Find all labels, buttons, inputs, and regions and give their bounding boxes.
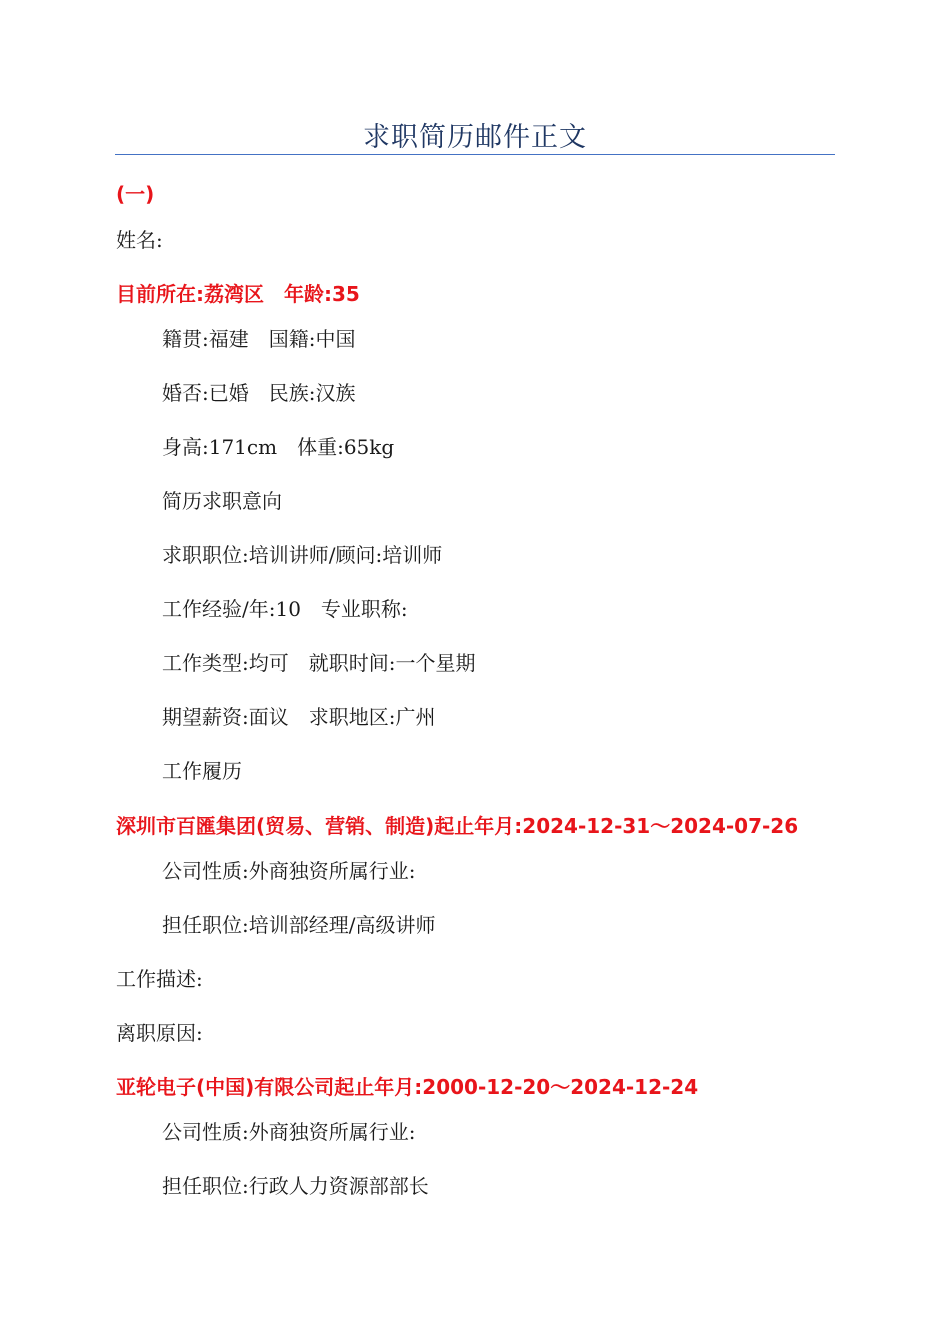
employer-1-nature: 公司性质:外商独资所属行业: [162, 859, 416, 883]
employer-1-heading: 深圳市百匯集团(贸易、营销、制造)起止年月:2024-12-31～2024-07-26 [116, 814, 799, 838]
salary-region: 期望薪资:面议 求职地区:广州 [162, 705, 436, 729]
location-age-heading: 目前所在:荔湾区 年龄:35 [116, 282, 360, 306]
employer-2-nature: 公司性质:外商独资所属行业: [162, 1120, 416, 1144]
name-field: 姓名: [116, 228, 163, 252]
work-description: 工作描述: [116, 967, 203, 991]
employer-2-heading: 亚轮电子(中国)有限公司起止年月:2000-12-20～2024-12-24 [116, 1075, 699, 1099]
height-weight: 身高:171cm 体重:65kg [162, 435, 395, 459]
job-type-start: 工作类型:均可 就职时间:一个星期 [162, 651, 476, 675]
marital-ethnicity: 婚否:已婚 民族:汉族 [162, 381, 356, 405]
work-history-heading: 工作履历 [162, 759, 242, 783]
page-title: 求职简历邮件正文 [363, 122, 587, 153]
employer-1-position: 担任职位:培训部经理/高级讲师 [162, 913, 436, 937]
job-intention-heading: 简历求职意向 [162, 489, 282, 513]
leaving-reason: 离职原因: [116, 1021, 203, 1045]
desired-position: 求职职位:培训讲师/顾问:培训师 [162, 543, 443, 567]
origin-nationality: 籍贯:福建 国籍:中国 [162, 327, 356, 351]
section-heading-1: (一) [116, 182, 155, 206]
employer-2-position: 担任职位:行政人力资源部部长 [162, 1174, 429, 1198]
experience-title: 工作经验/年:10 专业职称: [162, 597, 408, 621]
title-rule [115, 154, 835, 155]
